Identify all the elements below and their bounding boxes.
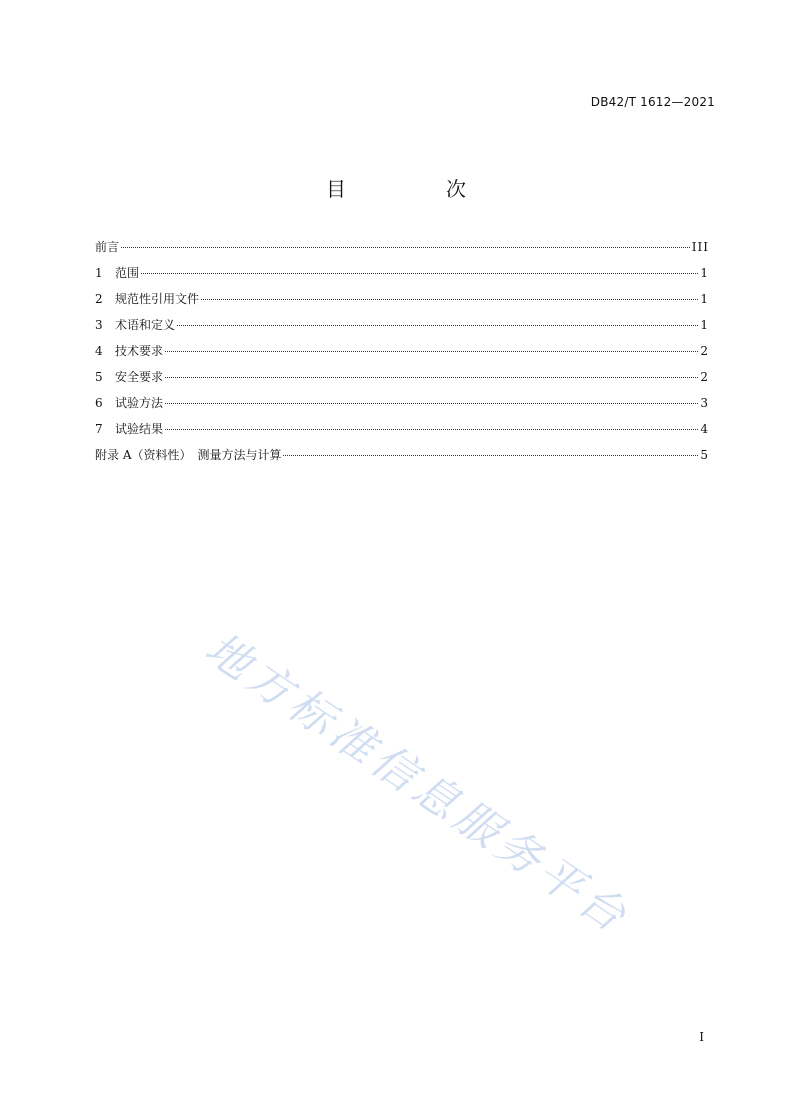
- toc-entry-label: 附录 A（资料性） 测量方法与计算: [95, 448, 282, 462]
- toc-entry-test-methods[interactable]: [95, 394, 709, 420]
- toc-dot-leader: [141, 273, 698, 274]
- toc-dot-leader: [177, 325, 698, 326]
- toc-entry-label: 试验方法: [115, 396, 164, 410]
- toc-entry-label: 规范性引用文件: [115, 292, 200, 306]
- toc-dot-leader: [283, 455, 698, 456]
- page-title: 目 次: [326, 177, 506, 201]
- toc-dot-leader: [165, 351, 698, 352]
- toc-entry-number: 1: [95, 266, 103, 280]
- toc-entry-page: 1: [700, 292, 709, 306]
- toc-entry-number: 3: [95, 318, 103, 332]
- toc-entry-safety-requirements[interactable]: [95, 368, 709, 394]
- toc-entry-number: 7: [95, 422, 103, 436]
- toc-entry-page: 2: [700, 344, 709, 358]
- toc-entry-foreword[interactable]: [95, 238, 709, 264]
- toc-entry-label: 前言: [95, 240, 120, 254]
- toc-entry-appendix-a[interactable]: [95, 446, 709, 472]
- toc-entry-page: III: [691, 240, 709, 254]
- toc-entry-page: 3: [700, 396, 709, 410]
- toc-entry-label: 范围: [115, 266, 140, 280]
- toc-entry-page: 4: [700, 422, 709, 436]
- toc-entry-number: 2: [95, 292, 103, 306]
- toc-dot-leader: [165, 429, 698, 430]
- toc-dot-leader: [165, 403, 698, 404]
- toc-entry-number: 6: [95, 396, 103, 410]
- document-code: DB42/T 1612—2021: [590, 95, 715, 109]
- watermark: 地方标准信息服务平台: [195, 622, 640, 945]
- toc-entry-number: 4: [95, 344, 103, 358]
- toc-entry-number: 5: [95, 370, 103, 384]
- toc-entry-label: 试验结果: [115, 422, 164, 436]
- toc-dot-leader: [165, 377, 698, 378]
- toc-dot-leader: [121, 247, 690, 248]
- toc-entry-label: 技术要求: [115, 344, 164, 358]
- toc-entry-terms-definitions[interactable]: [95, 316, 709, 342]
- toc-entry-technical-requirements[interactable]: [95, 342, 709, 368]
- toc-dot-leader: [201, 299, 698, 300]
- page-number: I: [699, 1030, 704, 1044]
- toc-entry-page: 1: [700, 266, 709, 280]
- toc-entry-scope[interactable]: [95, 264, 709, 290]
- toc-entry-label: 术语和定义: [115, 318, 176, 332]
- table-of-contents: [95, 238, 709, 472]
- toc-entry-test-results[interactable]: [95, 420, 709, 446]
- toc-entry-page: 1: [700, 318, 709, 332]
- toc-entry-normative-references[interactable]: [95, 290, 709, 316]
- toc-entry-label: 安全要求: [115, 370, 164, 384]
- toc-entry-page: 5: [700, 448, 709, 462]
- toc-entry-page: 2: [700, 370, 709, 384]
